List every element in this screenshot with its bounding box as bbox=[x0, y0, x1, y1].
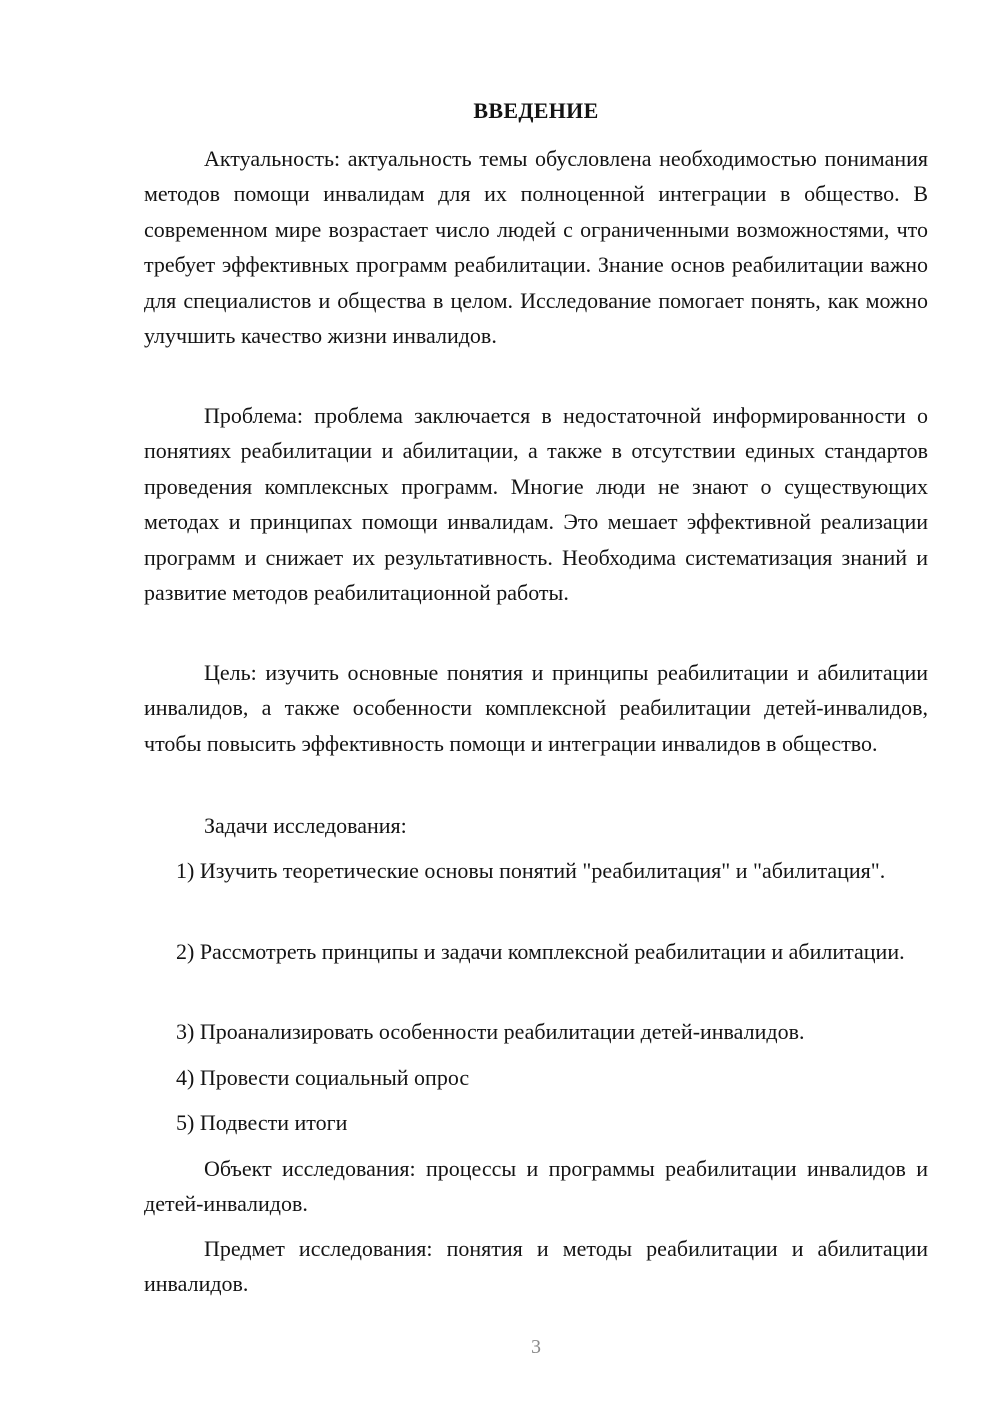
page-title: ВВЕДЕНИЕ bbox=[473, 98, 599, 123]
paragraph-subject: Предмет исследования: понятия и методы реабилитации и абилитации инвалидов. bbox=[144, 1236, 928, 1297]
paragraph-relevance: Актуальность: актуальность темы обусловлена необходимостью понимания методов помощи инвалидам для их полноценной интеграции в общество. В современном мире возрастает число людей с ограниченными возможностями, что требует эффективных программ реабилитации. Знание основ реабилитации важно для специалистов и общества в целом. Исследование помогает понять, как можно улучшить качество жизни инвалидов. bbox=[144, 146, 928, 349]
task-item-2: 2) Рассмотреть принципы и задачи комплексной реабилитации и абилитации. bbox=[176, 939, 905, 964]
task-item-1: 1) Изучить теоретические основы понятий "реабилитация" и "абилитация". bbox=[176, 858, 886, 883]
tasks-heading: Задачи исследования: bbox=[204, 813, 407, 838]
paragraph-goal: Цель: изучить основные понятия и принципы реабилитации и абилитации инвалидов, а также особенности комплексной реабилитации детей-инвалидов, чтобы повысить эффективность помощи и интеграции инвалидов в общество. bbox=[144, 660, 928, 756]
task-item-4: 4) Провести социальный опрос bbox=[176, 1065, 470, 1090]
paragraph-object: Объект исследования: процессы и программы реабилитации инвалидов и детей-инвалидов. bbox=[144, 1156, 928, 1217]
page-number: 3 bbox=[531, 1336, 541, 1358]
task-item-5: 5) Подвести итоги bbox=[176, 1110, 348, 1135]
paragraph-problem: Проблема: проблема заключается в недостаточной информированности о понятиях реабилитации и абилитации, а также в отсутствии единых стандартов проведения комплексных программ. Многие люди не знают о существующих методах и принципах помощи инвалидам. Это мешает эффективной реализации программ и снижает их результативность. Необходима систематизация знаний и развитие методов реабилитационной работы. bbox=[144, 403, 928, 606]
task-item-3: 3) Проанализировать особенности реабилитации детей-инвалидов. bbox=[176, 1019, 805, 1044]
